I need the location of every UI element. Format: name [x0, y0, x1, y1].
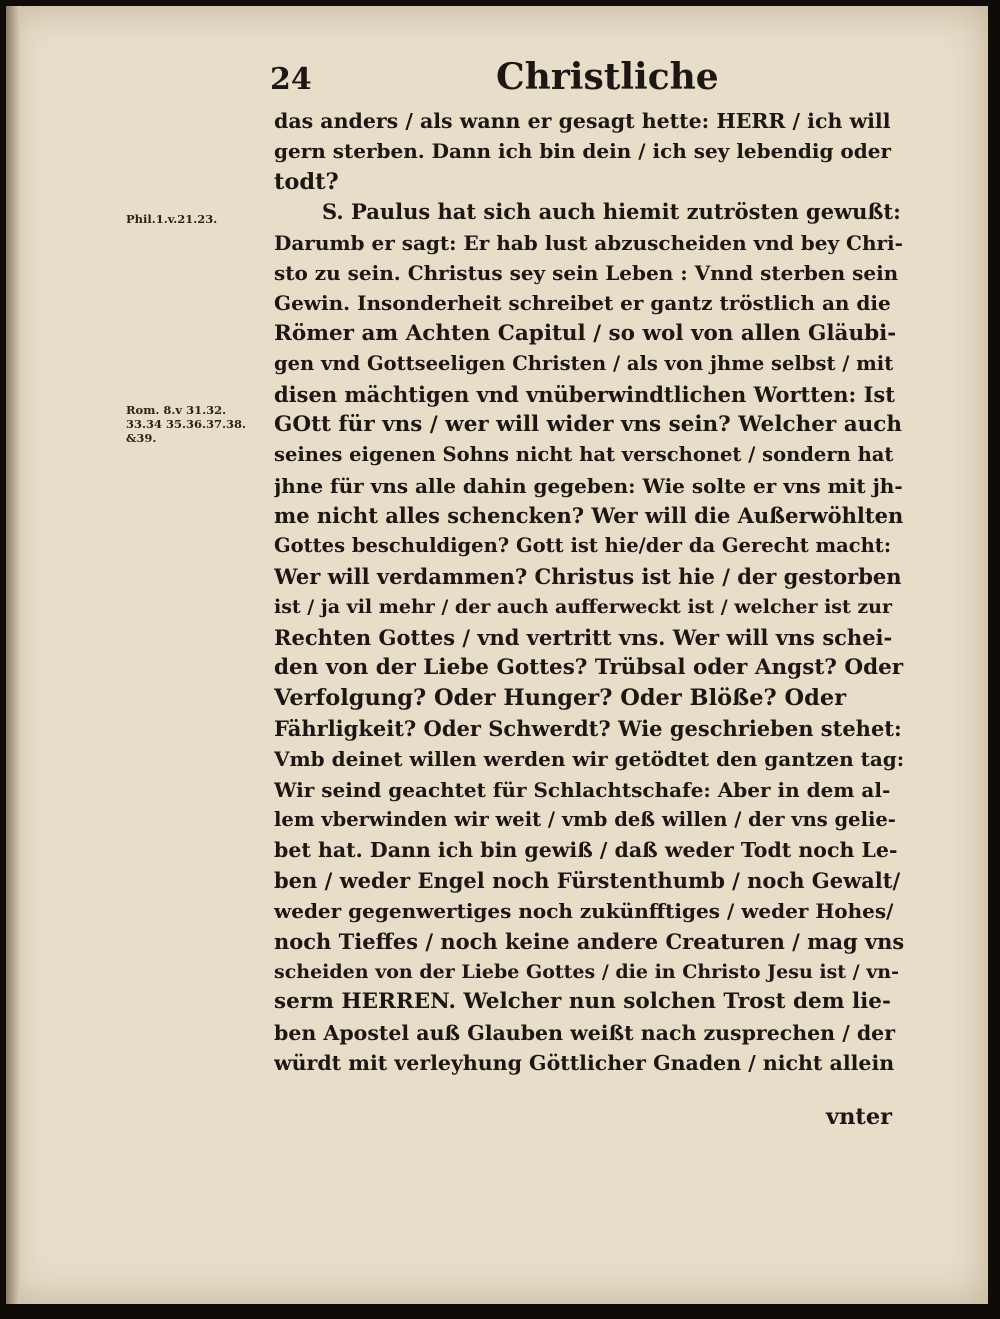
- text-line: jhne für vns alle dahin gegeben: Wie solte er vns mit jh-: [274, 473, 903, 498]
- text-line: bet hat. Dann ich bin gewiß / daß weder Todt noch Le-: [274, 838, 898, 863]
- text-line: Wer will verdammen? Christus ist hie / der gestorben: [274, 563, 902, 589]
- text-line: serm HERREN. Welcher nun solchen Trost dem lie-: [274, 989, 891, 1015]
- text-line: Gottes beschuldigen? Gott ist hie/der da Gerecht macht:: [274, 534, 892, 558]
- text-line: Vmb deinet willen werden wir getödtet den gantzen tag:: [274, 747, 904, 772]
- text-line: gern sterben. Dann ich bin dein / ich sey lebendig oder: [274, 139, 892, 164]
- text-line: Fährligkeit? Oder Schwerdt? Wie geschrieben stehet:: [274, 715, 902, 741]
- text-line: GOtt für vns / wer will wider vns sein? Welcher auch: [274, 411, 902, 437]
- text-line: ben / weder Engel noch Fürstenthumb / noch Gewalt/: [274, 867, 901, 893]
- book-page: [6, 6, 988, 1304]
- page-gutter: [6, 6, 20, 1304]
- margin-note-phil: Phil.1.v.21.23.: [126, 212, 218, 226]
- text-line: würdt mit verleyhung Göttlicher Gnaden / nicht allein: [274, 1051, 895, 1076]
- text-line: den von der Liebe Gottes? Trübsal oder Angst? Oder: [274, 655, 904, 681]
- text-line: sto zu sein. Christus sey sein Leben : Vnnd sterben sein: [274, 260, 899, 285]
- text-line: gen vnd Gottseeligen Christen / als von jhme selbst / mit: [274, 352, 894, 376]
- text-line: me nicht alles schencken? Wer will die Außerwöhlten: [274, 503, 904, 529]
- text-line: Verfolgung? Oder Hunger? Oder Blöße? Oder: [274, 685, 847, 712]
- text-line: seines eigenen Sohns nicht hat verschonet / sondern hat: [274, 443, 894, 467]
- text-line: weder gegenwertiges noch zukünfftiges / weder Hohes/: [274, 899, 894, 924]
- text-line: disen mächtigen vnd vnüberwindtlichen Wortten: Ist: [274, 381, 895, 407]
- page-number: 24: [270, 62, 312, 97]
- text-line: Darumb er sagt: Er hab lust abzuscheiden vnd bey Chri-: [274, 230, 903, 255]
- catchword: vnter: [826, 1104, 892, 1130]
- running-head: Christliche: [496, 56, 719, 98]
- text-line: ist / ja vil mehr / der auch aufferweckt ist / welcher ist zur: [274, 596, 892, 619]
- text-line: Rechten Gottes / vnd vertritt vns. Wer will vns schei-: [274, 624, 893, 650]
- text-line: lem vberwinden wir weit / vmb deß willen / der vns gelie-: [274, 807, 896, 831]
- text-line: S. Paulus hat sich auch hiemit zutrösten gewußt:: [322, 199, 901, 225]
- text-line: todt?: [274, 168, 339, 195]
- text-line: Gewin. Insonderheit schreibet er gantz tröstlich an die: [274, 291, 891, 316]
- text-line: Wir seind geachtet für Schlachtschafe: Aber in dem al-: [274, 777, 891, 802]
- text-line: das anders / als wann er gesagt hette: HERR / ich will: [274, 109, 891, 133]
- text-line: Römer am Achten Capitul / so wol von allen Gläubi-: [274, 320, 897, 346]
- text-line: noch Tieffes / noch keine andere Creaturen / mag vns: [274, 928, 904, 954]
- text-line: scheiden von der Liebe Gottes / die in Christo Jesu ist / vn-: [274, 960, 899, 983]
- body-text: [274, 106, 904, 1079]
- margin-note-rom: Rom. 8.v 31.32. 33.34 35.36.37.38. &39.: [126, 403, 247, 445]
- text-line: ben Apostel auß Glauben weißt nach zusprechen / der: [274, 1020, 896, 1045]
